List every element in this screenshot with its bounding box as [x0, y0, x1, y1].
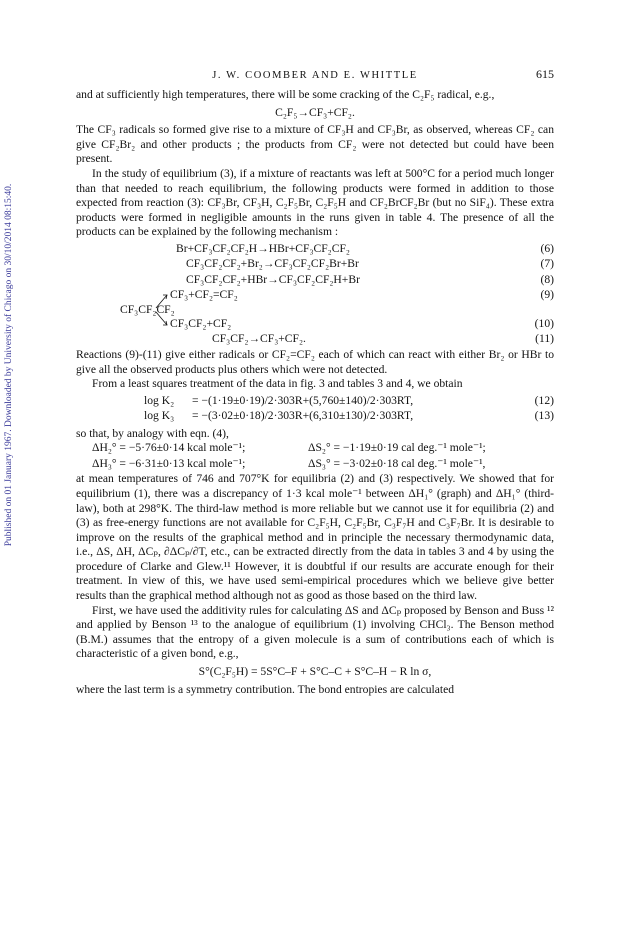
equation-11-text: CF₃CF₂→CF₃+CF₂. — [212, 332, 306, 346]
equation-10-number: (10) — [534, 317, 554, 331]
paragraph-3: In the study of equilibrium (3), if a mixture of reactants was left at 500°C for a period much longer than that needed to reach equilibrium, the following products were formed in addition to those expected from reaction (3): CF₃Br, CF₃H, C₂F₅Br, C₂F₅H and CF₂BrCF₂Br (but no SiF₄). These extra products were formed in negligible amounts in the runs given in table 4. The presence of all the products can be explained by the following mechanism : — [76, 166, 554, 239]
running-head: J. W. COOMBER AND E. WHITTLE — [212, 70, 418, 81]
paragraph-8: First, we have used the additivity rules for calculating ΔS and ΔCₚ proposed by Benson and Buss ¹² and applied by Benson ¹³ to the analogue of equilibrium (1) involving CHCl₃. The Benson method (B.M.) assumes that the entropy of a given molecule is a sum of contributions each of which is characteristic of a given bond, e.g., — [76, 603, 554, 661]
enthalpy-2: ΔH₂° = −5·76±0·14 kcal mole⁻¹; — [92, 441, 246, 455]
download-notice-text: Published on 01 January 1967. Downloaded by University of Chicago on 30/10/2014 08:15:40. — [4, 183, 14, 547]
mechanism — [76, 242, 554, 348]
equation-13-lhs: log K₃ — [144, 409, 175, 423]
thermo-row-3 — [76, 457, 554, 473]
equation-entropy-sum: S°(C₂F₅H) = 5S°C–F + S°C–C + S°C–H − R ln σ, — [198, 665, 432, 679]
thermo-results — [76, 441, 554, 472]
page-number: 615 — [536, 67, 554, 81]
equation-cracking: C₂F₅→CF₃+CF₂. — [275, 105, 355, 119]
download-notice — [2, 150, 16, 580]
paragraph-1: and at sufficiently high temperatures, there will be some cracking of the C₂F₅ radical, e.g., — [76, 88, 495, 101]
paragraph-6: so that, by analogy with eqn. (4), — [76, 426, 229, 440]
branching-equations — [76, 288, 554, 332]
equation-10-text: CF₃CF₂+CF₂ — [170, 317, 232, 331]
equation-8 — [76, 273, 554, 289]
equation-12-number: (12) — [534, 393, 554, 407]
equation-13-number: (13) — [534, 409, 554, 423]
equation-7-number: (7) — [540, 257, 554, 271]
equation-7 — [76, 257, 554, 273]
paragraph-5: From a least squares treatment of the data in fig. 3 and tables 3 and 4, we obtain — [92, 377, 463, 391]
equation-9-number: (9) — [540, 288, 554, 302]
equation-9-text: CF₃+CF₂=CF₂ — [170, 288, 238, 302]
equation-11-number: (11) — [535, 332, 554, 346]
paper-page — [76, 66, 554, 697]
branch-reactant: CF₃CF₂CF₂ — [120, 303, 175, 317]
equation-12-rhs: = −(1·19±0·19)/2·303R+(5,760±140)/2·303RT, — [192, 393, 414, 407]
equation-8-number: (8) — [540, 272, 554, 286]
equation-6-text: Br+CF₃CF₂CF₂H→HBr+CF₃CF₂CF₂ — [176, 241, 350, 255]
equation-13-rhs: = −(3·02±0·18)/2·303R+(6,310±130)/2·303RT, — [192, 409, 414, 423]
paragraph-2: The CF₃ radicals so formed give rise to a mixture of CF₃H and CF₃Br, as observed, whereas CF₂ can give CF₂Br₂ and other products ; the products from CF₂ were not detected but could have been present. — [76, 123, 554, 166]
equation-6 — [76, 242, 554, 258]
equation-11 — [76, 332, 554, 348]
enthalpy-3: ΔH₃° = −6·31±0·13 kcal mole⁻¹; — [92, 456, 246, 470]
paragraph-7: at mean temperatures of 746 and 707°K for equilibria (2) and (3) respectively. We showed that for equilibrium (1), there was a discrepancy of 1·3 kcal mole⁻¹ between ΔH₁° (graph) and ΔH₁° (third-law), both at 298°K. The third-law method is more reliable but we cannot use it for equilibria (2) and (3) as free-energy functions are not available for C₂F₅H, C₂F₅Br, C₃F₇H and C₃F₇Br. It is desirable to improve on the results of the graphical method and in principle the necessary thermodynamic data, i.e., ΔS, ΔH, ΔCₚ, ∂ΔCₚ/∂T, etc., can be extracted directly from the data in tables 3 and 4 by using the procedure of Clarke and Glew.¹¹ However, it is doubtful if our results are accurate enough for their treatment. In view of this, we have used semi-empirical procedures which we believe give better results than the graphical method although not as good as those based on the third law. — [76, 472, 554, 603]
paragraph-4: Reactions (9)-(11) give either radicals or CF₂=CF₂ each of which can react with either Br₂ or HBr to give all the observed products plus others which were not detected. — [76, 347, 554, 376]
thermo-row-2 — [76, 441, 554, 457]
equation-8-text: CF₃CF₂CF₂+HBr→CF₃CF₂CF₂H+Br — [186, 272, 360, 286]
paragraph-9: where the last term is a symmetry contribution. The bond entropies are calculated — [76, 682, 455, 696]
branch-arrows — [154, 290, 170, 330]
equation-13 — [76, 409, 554, 425]
equation-7-text: CF₃CF₂CF₂+Br₂→CF₃CF₂CF₂Br+Br — [186, 257, 359, 271]
equation-12-lhs: log K₂ — [144, 393, 175, 407]
entropy-3: ΔS₃° = −3·02±0·18 cal deg.⁻¹ mole⁻¹, — [308, 456, 486, 470]
equation-12 — [76, 394, 554, 410]
page-header — [76, 66, 554, 88]
equation-6-number: (6) — [540, 241, 554, 255]
entropy-2: ΔS₂° = −1·19±0·19 cal deg.⁻¹ mole⁻¹; — [308, 441, 486, 455]
